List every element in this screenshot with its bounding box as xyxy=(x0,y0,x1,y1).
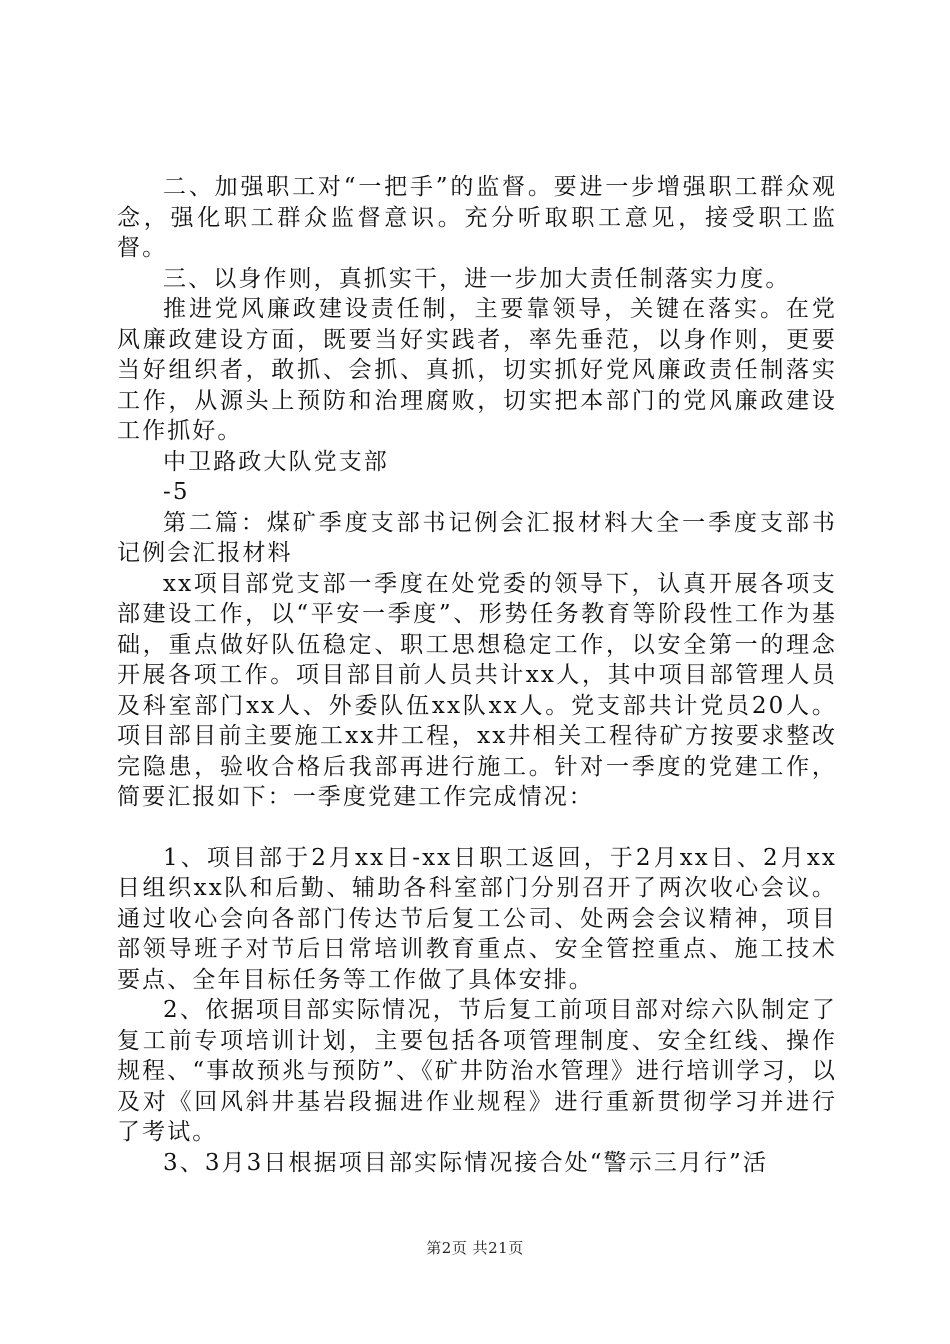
paragraph-responsibility: 推进党风廉政建设责任制，主要靠领导，关键在落实。在党风廉政建设方面，既要当好实践者，率先垂范，以身作则，更要当好组织者，敢抓、会抓、真抓，切实抓好党风廉政责任制落实工作，从源头上预防和治理腐败，切实把本部门的党风廉政建设工作抓好。 xyxy=(117,296,837,444)
paragraph-item-two: 2、依据项目部实际情况，节后复工前项目部对综六队制定了复工前专项培训计划，主要包括各项管理制度、安全红线、操作规程、“事故预兆与预防”、《矿井防治水管理》进行培训学习，以及对《回风斜井基岩段掘进作业规程》进行重新贯彻学习并进行了考试。 xyxy=(117,997,837,1145)
paragraph-item-three: 3、3月3日根据项目部实际情况接合处“警示三月行”活 xyxy=(163,1149,769,1176)
paragraph-supervision: 二、加强职工对“一把手”的监督。要进一步增强职工群众观念，强化职工群众监督意识。充分听取职工意见，接受职工监督。 xyxy=(117,174,837,261)
page-number-label: 第2页 共21页 xyxy=(426,1239,524,1257)
document-body xyxy=(117,172,837,1178)
paragraph-report-intro: xx项目部党支部一季度在处党委的领导下，认真开展各项支部建设工作，以“平安一季度”、形势任务教育等阶段性工作为基础，重点做好队伍稳定、职工思想稳定工作，以安全第一的理念开展各项工作。项目部目前人员共计xx人，其中项目部管理人员及科室部门xx人、外委队伍xx队xx人。党支部共计党员20人。项目部目前主要施工xx井工程，xx井相关工程待矿方按要求整改完隐患，验收合格后我部再进行施工。针对一季度的党建工作，简要汇报如下：一季度党建工作完成情况： xyxy=(117,570,837,810)
paragraph-item-one: 1、项目部于2月xx日-xx日职工返回，于2月xx日、2月xx日组织xx队和后勤、辅助各科室部门分别召开了两次收心会议。通过收心会向各部门传达节后复工公司、处两会会议精神，项目部领导班子对节后日常培训教育重点、安全管控重点、施工技术要点、全年目标任务等工作做了具体安排。 xyxy=(117,844,837,993)
paragraph-page-marker: -5 xyxy=(163,479,190,505)
paragraph-section-three-heading: 三、以身作则，真抓实干，进一步加大责任制落实力度。 xyxy=(163,265,791,292)
paragraph-signature-org: 中卫路政大队党支部 xyxy=(163,448,389,475)
page-footer xyxy=(0,1237,950,1258)
paragraph-part-two-title: 第二篇：煤矿季度支部书记例会汇报材料大全一季度支部书记例会汇报材料 xyxy=(117,509,837,566)
